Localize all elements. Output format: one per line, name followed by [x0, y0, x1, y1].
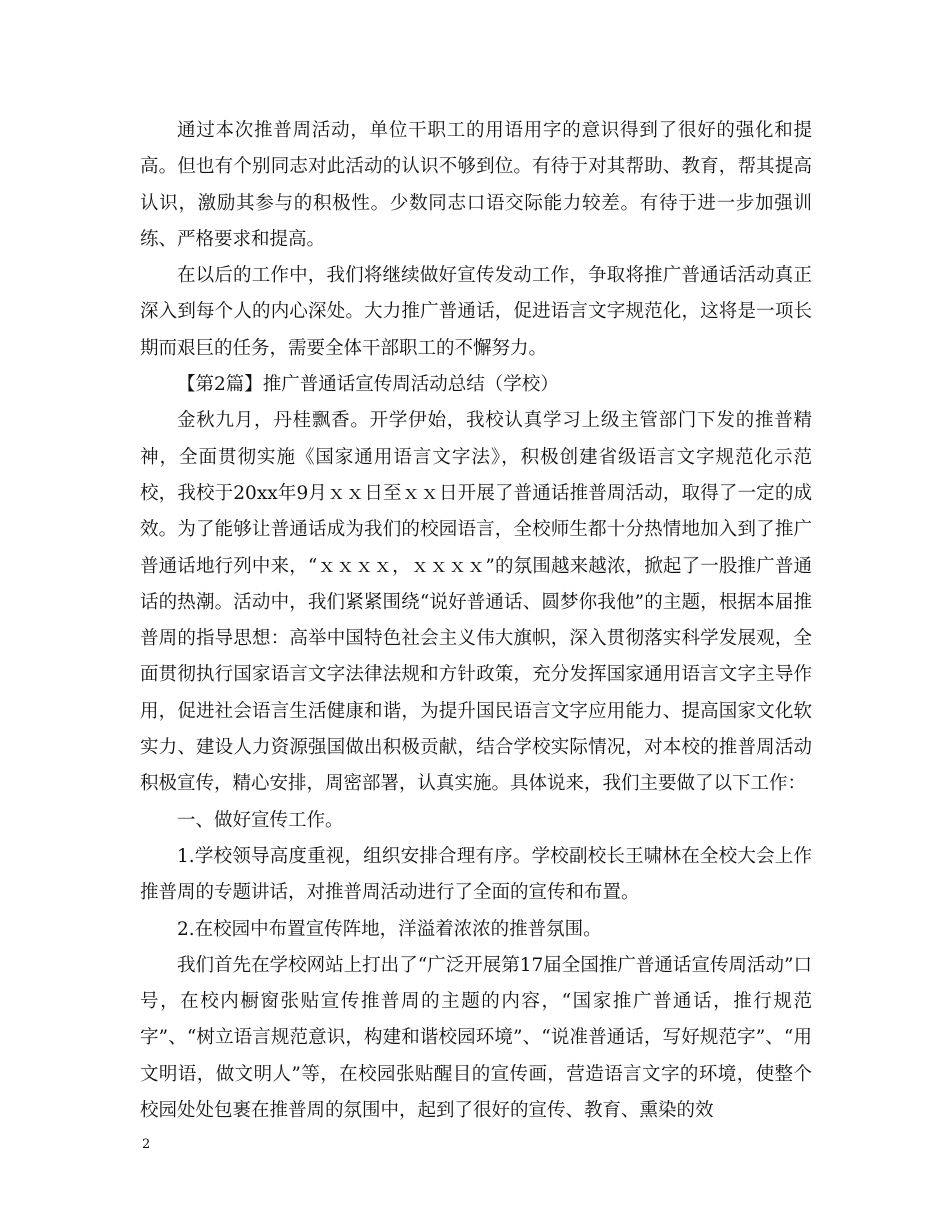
paragraph-3: 金秋九月，丹桂飘香。开学伊始，我校认真学习上级主管部门下发的推普精神，全面贯彻实施《国家通用语言文字法》，积极创建省级语言文字规范化示范校，我校于20xx年9月ｘｘ日至ｘｘ日开展了普通话推普周活动，取得了一定的成效。为了能够让普通话成为我们的校园语言，全校师生都十分热情地加入到了推广普通话地行列中来，“ｘｘｘｘ，ｘｘｘｘ”的氛围越来越浓，掀起了一股推广普通话的热潮。活动中，我们紧紧围绕“说好普通话、圆梦你我他”的主题，根据本届推普周的指导思想：高举中国特色社会主义伟大旗帜，深入贯彻落实科学发展观，全面贯彻执行国家语言文字法律法规和方针政策，充分发挥国家通用语言文字主导作用，促进社会语言生活健康和谐，为提升国民语言文字应用能力、提高国家文化软实力、建设人力资源强国做出积极贡献，结合学校实际情况，对本校的推普周活动积极宣传，精心安排，周密部署，认真实施。具体说来，我们主要做了以下工作： — [140, 410, 812, 795]
paragraph-5: 2.在校园中布置宣传阵地，洋溢着浓浓的推普氛围。 — [177, 918, 602, 940]
body-text — [140, 113, 812, 1129]
subheading-1: 一、做好宣传工作。 — [177, 809, 344, 831]
paragraph-4: 1.学校领导高度重视，组织安排合理有序。学校副校长王啸林在全校大会上作推普周的专题讲话，对推普周活动进行了全面的宣传和布置。 — [140, 845, 812, 904]
section-heading: 【第2篇】推广普通话宣传周活动总结（学校） — [177, 374, 559, 396]
paragraph-1: 通过本次推普周活动，单位干职工的用语用字的意识得到了很好的强化和提高。但也有个别同志对此活动的认识不够到位。有待于对其帮助、教育，帮其提高认识，激励其参与的积极性。少数同志口语交际能力较差。有待于进一步加强训练、严格要求和提高。 — [140, 120, 812, 250]
paragraph-2: 在以后的工作中，我们将继续做好宣传发动工作，争取将推广普通话活动真正深入到每个人的内心深处。大力推广普通话，促进语言文字规范化，这将是一项长期而艰巨的任务，需要全体干部职工的不懈努力。 — [140, 265, 812, 359]
paragraph-6: 我们首先在学校网站上打出了“广泛开展第17届全国推广普通话宣传周活动”口号，在校内橱窗张贴宣传推普周的主题的内容，“国家推广普通话，推行规范字”、“树立语言规范意识，构建和谐校园环境”、“说准普通话，写好规范字”、“用文明语，做文明人”等，在校园张贴醒目的宣传画，营造语言文字的环境，使整个校园处处包裹在推普周的氛围中，起到了很好的宣传、教育、熏染的效 — [140, 954, 812, 1122]
page-number: 2 — [142, 1137, 151, 1152]
